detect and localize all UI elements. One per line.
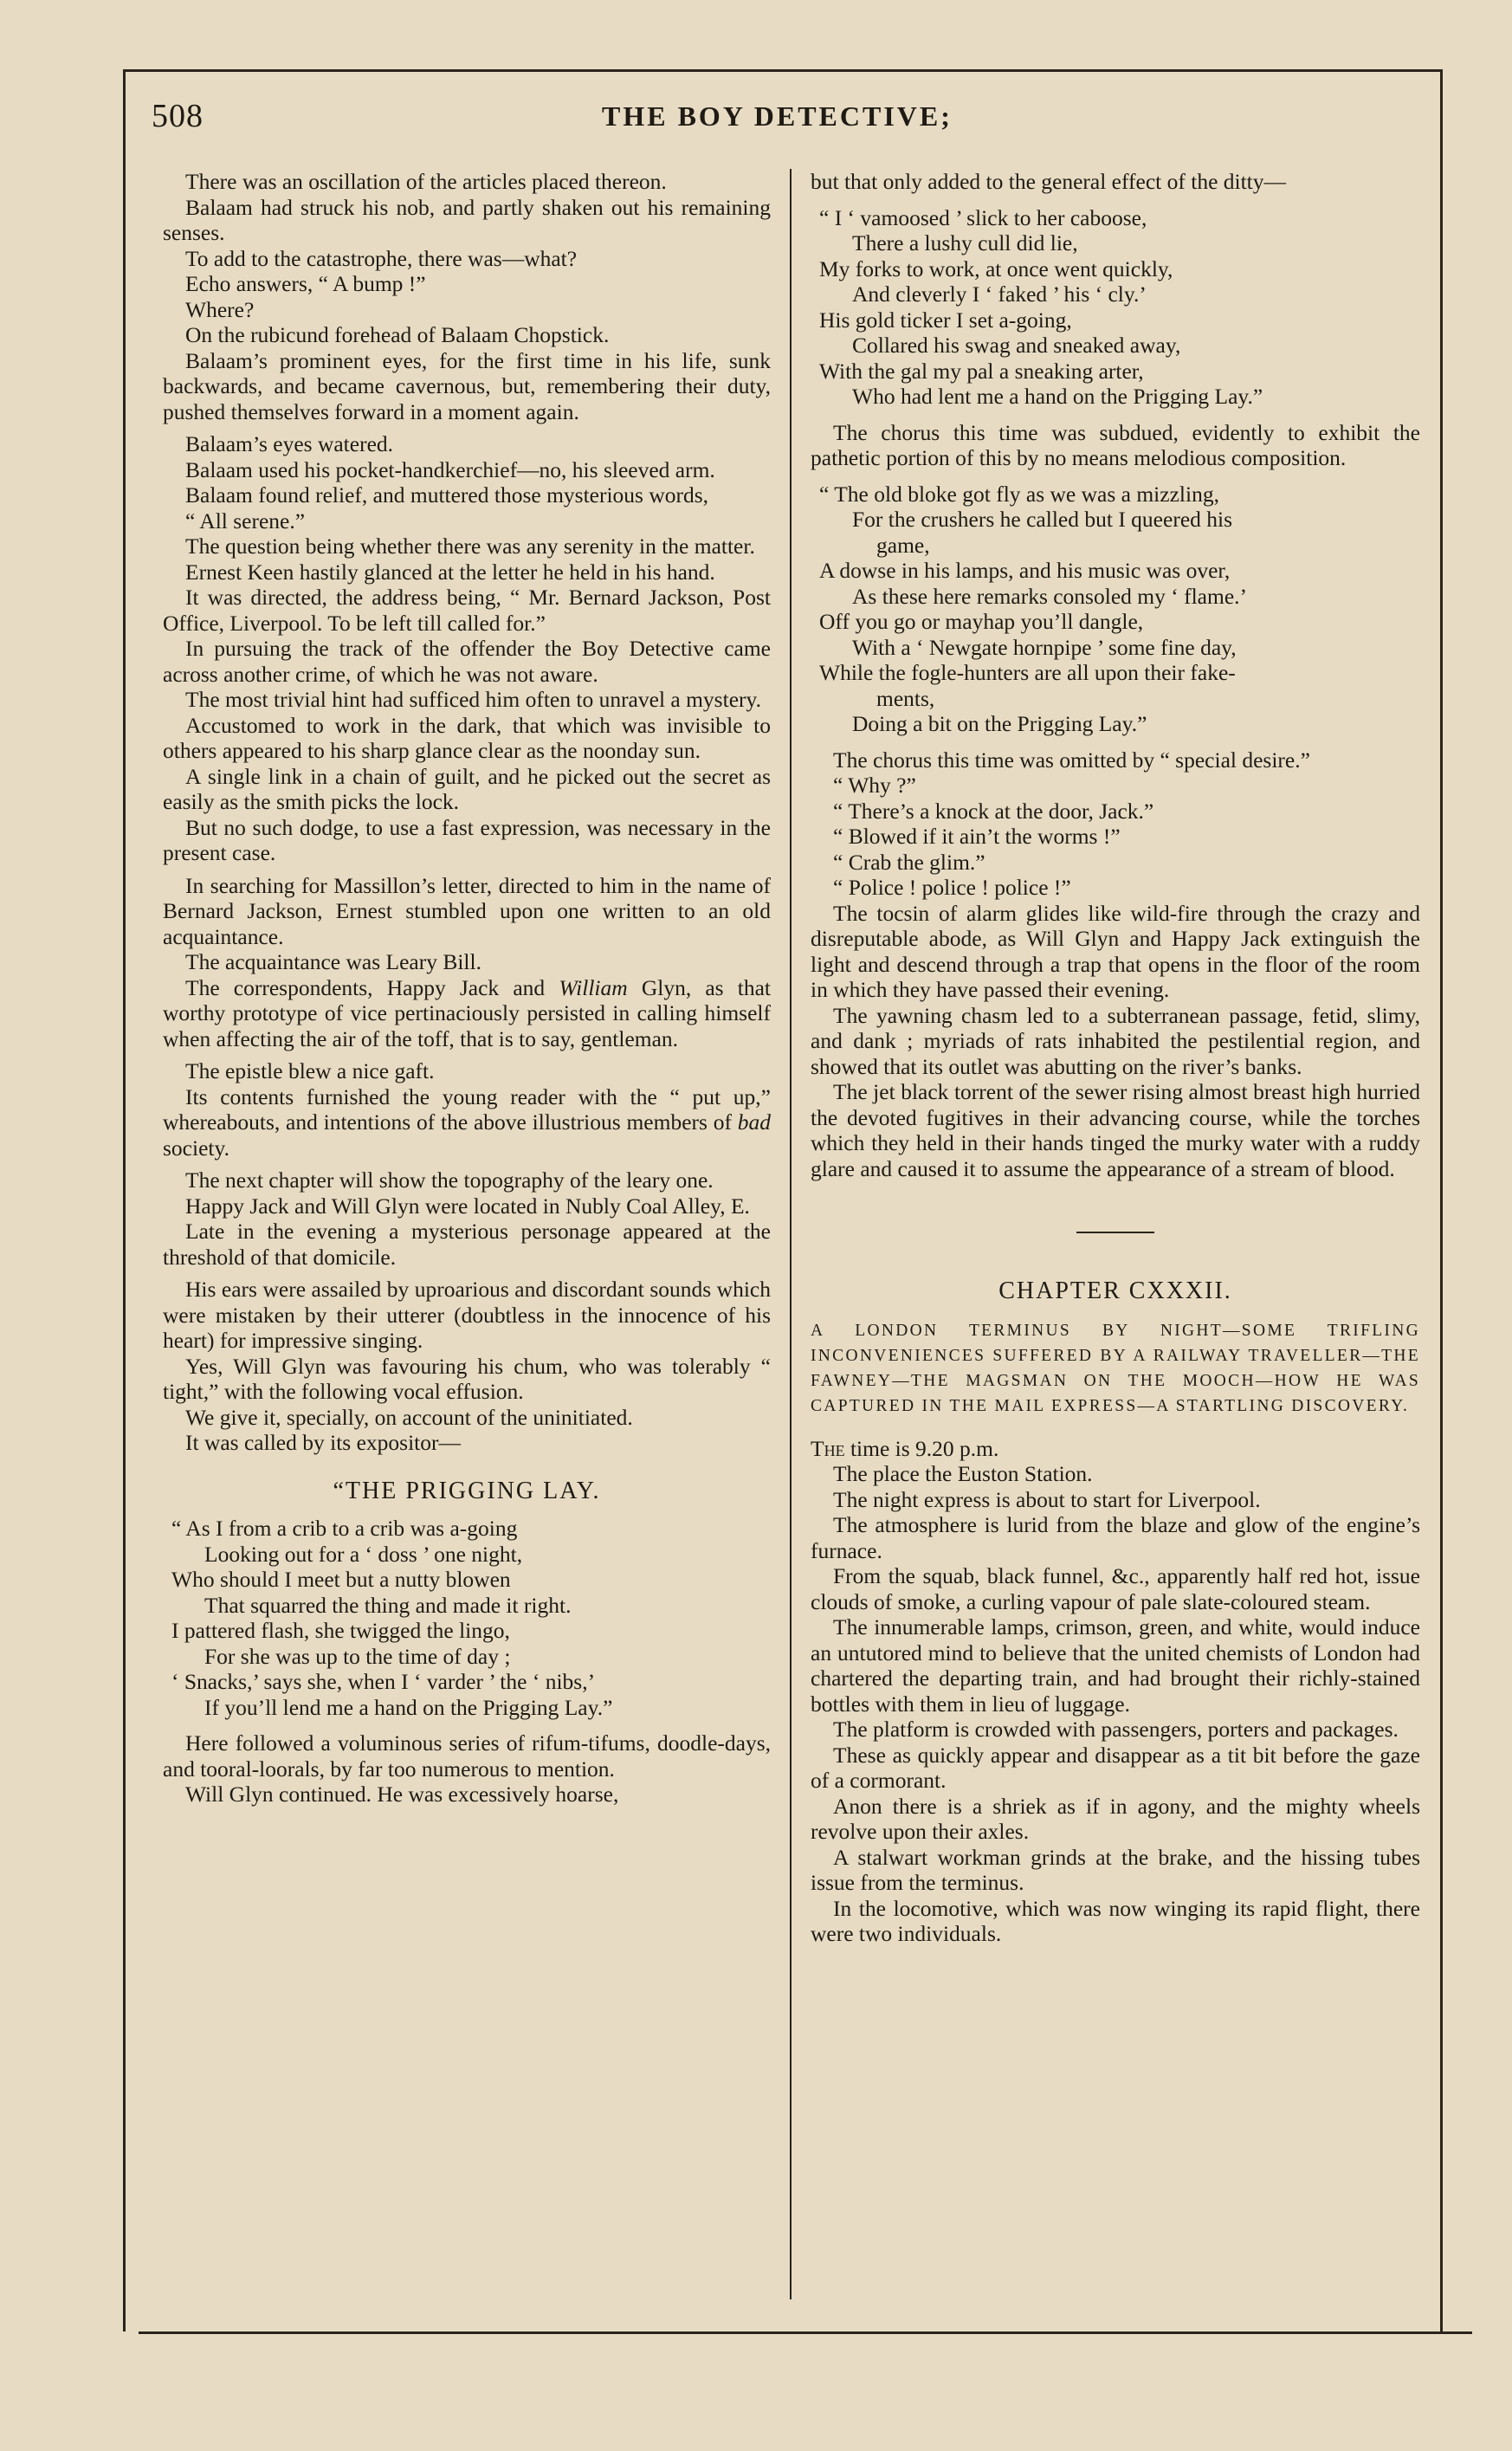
paragraph: There was an oscillation of the articles placed thereon. [185,169,667,194]
left-column [163,169,771,1808]
text-run: Its contents furnished the young reader with the “ put up,” whereabouts, and intentions of the above illustrious members of [163,1083,771,1135]
paragraph: Balaam’s eyes watered. [185,431,394,456]
right-column [811,169,1420,1947]
verse-line: With a ‘ Newgate hornpipe ’ some fine day, [852,634,1237,660]
paragraph: The question being whether there was any serenity in the matter. [185,534,755,559]
paragraph: The tocsin of alarm glides like wild-fire through the crazy and disreputable abode, as Will Glyn and Happy Jack extinguish the light and descend through a trap that opens in the floor of the room in which they have passed their evening. [811,900,1420,1002]
page-header [152,97,1433,149]
text-run: Glyn, as that worthy prototype of vice pertinaciously persisted in calling himself when affecting the air of the toff, that is to say, gentleman. [163,974,771,1051]
verse-line: For the crushers he called but I queered his [852,507,1233,532]
paragraph: “ Crab the glim.” [833,849,985,875]
verse-line: That squarred the thing and made it right. [204,1592,572,1618]
paragraph: “ Police ! police ! police !” [833,875,1071,900]
paragraph: The next chapter will show the topography of the leary one. [185,1167,714,1193]
verse-line: Who should I meet but a nutty blowen [171,1567,511,1592]
left-frame-rule [123,69,126,2331]
paragraph: Here followed a voluminous series of rifum-tifums, doodle-days, and tooral-loorals, by far too numerous to mention. [163,1730,771,1782]
paragraph: Ernest Keen hastily glanced at the letter he held in his hand. [185,559,715,585]
paragraph: “ All serene.” [185,508,306,534]
paragraph: We give it, specially, on account of the uninitiated. [185,1404,633,1430]
verse-line: For she was up to the time of day ; [204,1643,511,1669]
verse-line: As these here remarks consoled my ‘ flame.’ [852,583,1247,609]
paragraph: Balaam’s prominent eyes, for the first time in his life, sunk backwards, and became cavernous, but, remembering their duty, pushed themselves forward in a moment again. [163,347,771,424]
running-title: THE BOY DETECTIVE; [602,100,953,132]
section-divider [1076,1232,1154,1233]
paragraph: The chorus this time was omitted by “ special desire.” [833,747,1310,773]
paragraph: “ Blowed if it ain’t the worms !” [833,824,1121,849]
right-frame-rule [1440,69,1443,2331]
paragraph: In the locomotive, which was now winging its rapid flight, there were two individuals. [811,1895,1420,1946]
paragraph: The innumerable lamps, crimson, green, and white, would induce an untutored mind to believe that the united chemists of London had chartered the departing train, and had brought their richly-stained bottles with them in lieu of luggage. [811,1614,1420,1717]
paragraph: It was directed, the address being, “ Mr. Bernard Jackson, Post Office, Liverpool. To be left till called for.” [163,585,771,636]
text-run: time is 9.20 p.m. [844,1435,999,1461]
verse-line: Doing a bit on the Prigging Lay.” [852,711,1147,736]
paragraph: Late in the evening a mysterious personage appeared at the threshold of that domicile. [163,1219,771,1270]
paragraph: Will Glyn continued. He was excessively hoarse, [185,1782,619,1807]
verse-line: ‘ Snacks,’ says she, when I ‘ varder ’ the ‘ nibs,’ [171,1669,596,1694]
paragraph: The yawning chasm led to a subterranean passage, fetid, slimy, and dank ; myriads of rats inhabited the pestilential region, and showed that its outlet was abutting on the river’s banks. [811,1002,1420,1079]
paragraph: “ Why ?” [833,773,916,798]
paragraph: The jet black torrent of the sewer rising almost breast high hurried the devoted fugitives in their advancing course, while the torches which they held in their hands tinged the murky water with a ruddy glare and caused it to assume the appearance of a stream of blood. [811,1079,1420,1181]
paragraph: Anon there is a shriek as if in agony, and the mighty wheels revolve upon their axles. [811,1793,1420,1844]
song-verse [811,482,1420,737]
verse-line: There a lushy cull did lie, [852,230,1078,255]
lead-word: The [811,1435,845,1461]
paragraph: The most trivial hint had sufficed him often to unravel a mystery. [185,687,761,712]
verse-line: While the fogle-hunters are all upon their fake- [819,660,1236,685]
verse-line: game, [876,532,930,558]
top-frame-rule [123,69,1443,72]
paragraph: To add to the catastrophe, there was—what? [185,245,578,271]
paragraph: On the rubicund forehead of Balaam Chopstick. [185,322,610,347]
verse-line: And cleverly I ‘ faked ’ his ‘ cly.’ [852,281,1147,307]
page-number: 508 [152,98,204,134]
paragraph: Happy Jack and Will Glyn were located in Nubly Coal Alley, E. [185,1193,750,1219]
verse-line: I pattered flash, she twigged the lingo, [171,1618,510,1643]
paragraph: Where? [185,296,255,322]
chapter-opening-paragraph [811,1436,1420,1462]
verse-line: If you’ll lend me a hand on the Prigging Lay.” [204,1694,613,1720]
paragraph: The atmosphere is lurid from the blaze and glow of the engine’s furnace. [811,1512,1420,1563]
paragraph: In searching for Massillon’s letter, directed to him in the name of Bernard Jackson, Ernest stumbled upon one written to an old acquaintance. [163,872,771,949]
paragraph: But no such dodge, to use a fast expression, was necessary in the present case. [163,814,771,865]
song-verse [163,1516,771,1720]
chapter-synopsis: A LONDON TERMINUS BY NIGHT—SOME TRIFLING INCONVENIENCES SUFFERED BY A RAILWAY TRAVELLER—THE FAWNEY—THE MAGSMAN ON THE MOOCH—HOW HE WAS CAPTURED IN THE MAIL EXPRESS—A STARTLING DISCOVERY. [811,1321,1420,1415]
verse-line: Off you go or mayhap you’ll dangle, [819,609,1144,634]
paragraph: These as quickly appear and disappear as a tit bit before the gaze of a cormorant. [811,1742,1420,1793]
verse-line: “ I ‘ vamoosed ’ slick to her caboose, [819,204,1147,230]
paragraph: A single link in a chain of guilt, and he picked out the secret as easily as the smith picks the lock. [163,763,771,814]
verse-line: ments, [876,685,935,711]
italic-run: bad [737,1109,771,1135]
song-title: “THE PRIGGING LAY. [333,1477,601,1504]
italic-run: William [559,974,628,1000]
paragraph: From the squab, black funnel, &c., apparently half red hot, issue clouds of smoke, a curling vapour of pale slate-coloured steam. [811,1563,1420,1614]
paragraph: Accustomed to work in the dark, that which was invisible to others appeared to his sharp glance clear as the noonday sun. [163,712,771,763]
paragraph: Echo answers, “ A bump !” [185,271,426,296]
text-run: The correspondents, Happy Jack and [185,974,559,1000]
verse-line: A dowse in his lamps, and his music was over, [819,558,1231,583]
paragraph: The night express is about to start for Liverpool. [833,1486,1261,1512]
paragraph: The platform is crowded with passengers, porters and packages. [833,1717,1399,1742]
paragraph: The chorus this time was subdued, evidently to exhibit the pathetic portion of this by no means melodious composition. [811,419,1420,470]
verse-line: With the gal my pal a sneaking arter, [819,358,1144,384]
paragraph: In pursuing the track of the offender the Boy Detective came across another crime, of which he was not aware. [163,636,771,687]
paragraph: Balaam had struck his nob, and partly shaken out his remaining senses. [163,194,771,245]
verse-line: Looking out for a ‘ doss ’ one night, [204,1541,523,1567]
paragraph: A stalwart workman grinds at the brake, and the hissing tubes issue from the terminus. [811,1844,1420,1895]
paragraph-contents [163,1084,771,1161]
verse-line: Who had lent me a hand on the Prigging Lay.” [852,384,1263,409]
paragraph: The place the Euston Station. [833,1461,1093,1486]
paragraph: His ears were assailed by uproarious and discordant sounds which were mistaken by their utterer (doubtless in the innocence of his heart) for impressive singing. [163,1277,771,1353]
verse-line: “ As I from a crib to a crib was a-going [171,1516,518,1541]
chapter-heading: CHAPTER CXXXII. [998,1277,1232,1304]
song-verse [811,205,1420,410]
text-run: society. [163,1135,229,1161]
paragraph: Balaam used his pocket-handkerchief—no, his sleeved arm. [185,456,715,482]
verse-line: My forks to work, at once went quickly, [819,255,1173,281]
paragraph-continuation: but that only added to the general effect of the ditty— [811,169,1287,194]
paragraph: Balaam found relief, and muttered those mysterious words, [185,482,709,508]
verse-line: “ The old bloke got fly as we was a mizzling, [819,481,1219,507]
paragraph-correspondents [163,975,771,1052]
paragraph: The epistle blew a nice gaft. [185,1058,435,1083]
paragraph: It was called by its expositor— [185,1430,461,1455]
verse-line: Collared his swag and sneaked away, [852,333,1181,358]
paragraph: The acquaintance was Leary Bill. [185,949,481,974]
verse-line: His gold ticker I set a-going, [819,307,1072,333]
paragraph: Yes, Will Glyn was favouring his chum, who was tolerably “ tight,” with the following vocal effusion. [163,1353,771,1404]
column-divider [790,169,792,2299]
bottom-frame-rule [139,2331,1472,2334]
paragraph: “ There’s a knock at the door, Jack.” [833,798,1154,824]
